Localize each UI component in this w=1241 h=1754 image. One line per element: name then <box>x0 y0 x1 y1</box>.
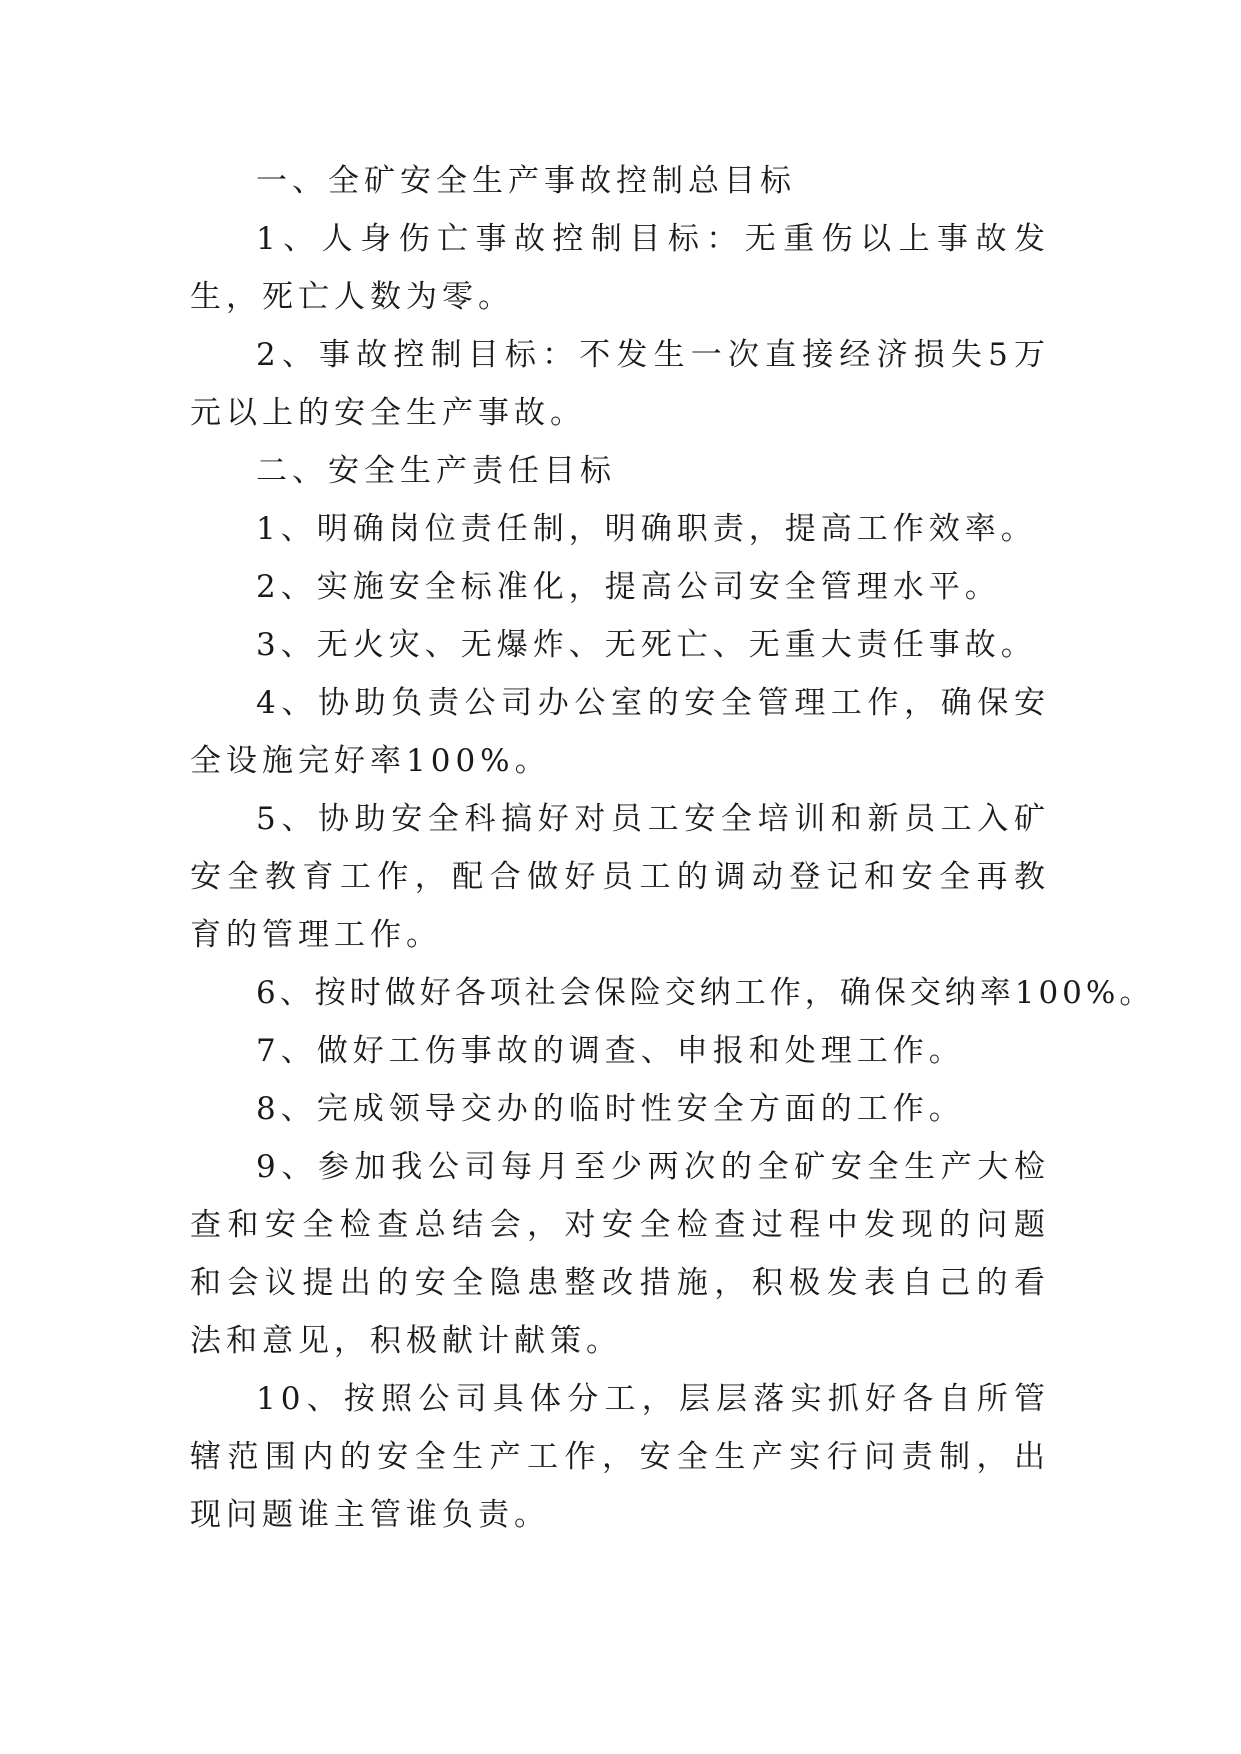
paragraph-2-7: 7、做好工伤事故的调查、申报和处理工作。 <box>256 1033 965 1069</box>
section-heading-1: 一、全矿安全生产事故控制总目标 <box>256 163 796 199</box>
paragraph-2-5: 5、协助安全科搞好对员工安全培训和新员工入矿安全教育工作，配合做好员工的调动登记和安全再教育的管理工作。 <box>190 801 1050 953</box>
paragraph-2-1: 1、明确岗位责任制，明确职责，提高工作效率。 <box>256 511 1037 547</box>
paragraph-2-2: 2、实施安全标准化，提高公司安全管理水平。 <box>256 569 1001 605</box>
paragraph-1-2: 2、事故控制目标：不发生一次直接经济损失5万元以上的安全生产事故。 <box>190 337 1050 431</box>
section-heading-2: 二、安全生产责任目标 <box>256 453 616 489</box>
paragraph-2-3: 3、无火灾、无爆炸、无死亡、无重大责任事故。 <box>256 627 1037 663</box>
paragraph-2-6: 6、按时做好各项社会保险交纳工作，确保交纳率100%。 <box>256 975 1155 1011</box>
paragraph-1-1: 1、人身伤亡事故控制目标：无重伤以上事故发生，死亡人数为零。 <box>190 221 1050 315</box>
paragraph-2-8: 8、完成领导交办的临时性安全方面的工作。 <box>256 1091 965 1127</box>
paragraph-2-9: 9、参加我公司每月至少两次的全矿安全生产大检查和安全检查总结会，对安全检查过程中发现的问题和会议提出的安全隐患整改措施，积极发表自己的看法和意见，积极献计献策。 <box>190 1149 1050 1359</box>
paragraph-2-10: 10、按照公司具体分工，层层落实抓好各自所管辖范围内的安全生产工作，安全生产实行问责制，出现问题谁主管谁负责。 <box>190 1381 1050 1533</box>
document-body <box>190 152 1155 1544</box>
paragraph-2-4: 4、协助负责公司办公室的安全管理工作，确保安全设施完好率100%。 <box>190 685 1050 779</box>
